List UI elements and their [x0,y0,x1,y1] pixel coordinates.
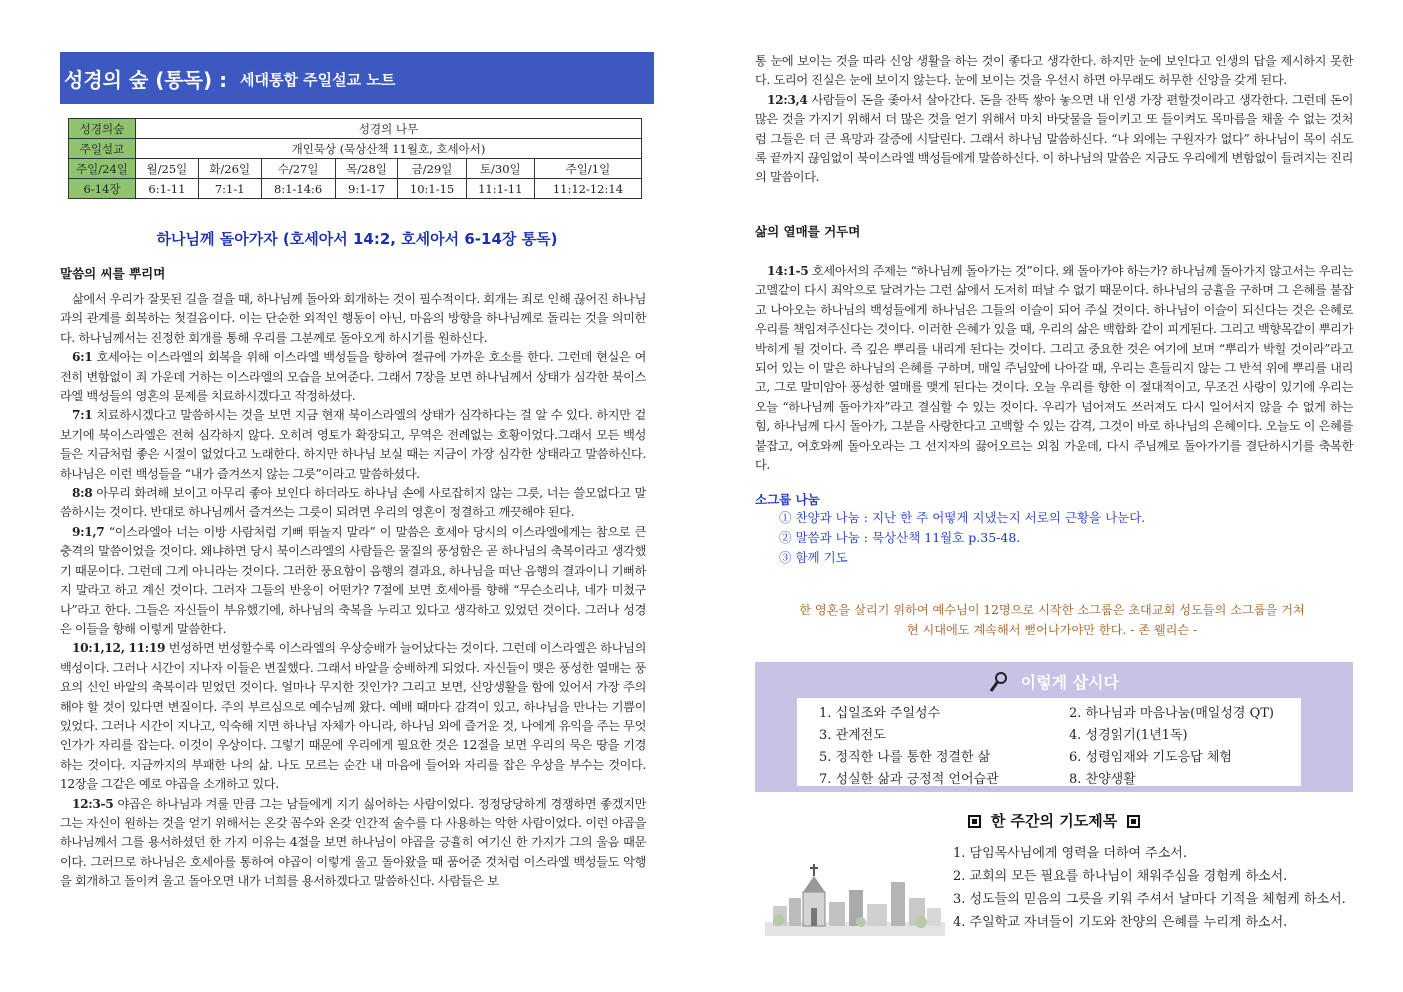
paragraph: 14:1-5 호세아서의 주제는 “하나님께 돌아가는 것”이다. 왜 돌아가야 하는가? 하나님께 돌아가지 않고서는 우리는 고멜같이 다시 죄악으로 달려가는 그런 삶에서 도저히 떠날 수 없기 때문이다. 하나님의 긍휼을 구하며 그 은혜를 붙잡고 나아오는 하나님의 백성들에게 하나님은 그들의 이슬이 되어 주실 것이다. 하나님이 이슬이 되신다는 것은 은혜로 우리를 책임져주신다는 것이다. 이러한 은혜가 있을 때, 우리의 삶은 백합화 같이 피게된다. 그리고 백향목같이 뿌리가 박히게 될 것이다. 즉 깊은 뿌리를 내리게 된다는 것이다. 그리고 중요한 것은 여기에 보며 “뿌리가 박힐 것이라”라고 되어 있는 이 말은 하나님의 은혜를 구하며, 매일 주님앞에 나아갈 때, 우리는 흔들리지 않는 그 반석 위에 뿌리를 내리고, 그로 말미암아 풍성한 열매를 맺게 된다는 것이다. 오늘 우리를 향한 이 절대적이고, 무조건 사랑이 있기에 우리는 오늘 “하나님께 돌아가자”라고 결심할 수 있는 것이다. 우리가 넘어져도 쓰러져도 다시 일어서지 않을 수 없게 하는 힘, 하나님께 다시 돌아가, 그분을 사랑한다고 고백할 수 있는 감격, 그것이 바로 하나님의 은혜이다. 오늘도 이 은혜를 붙잡고, 여호와께 돌아오라는 그 선지자의 끓어오르는 외침 가운데, 다시 주님께로 돌아가기를 결단하시기를 축복한다. [755,264,1353,473]
schedule-day: 수/27일 [261,159,335,179]
schedule-reading: 6-14장 [69,179,136,199]
schedule-reading: 11:12-12:14 [534,179,641,199]
paragraph: 6:1 호세아는 이스라엘의 회복을 위해 이스라엘 백성들을 향하여 절규에 가까운 호소를 한다. 그런데 현실은 여전히 변함없이 죄 가운데 거하는 이스라엘의 모습을 보여준다. 그래서 7장을 보면 하나님께서 상태가 심각한 북이스라엘 백성들의 영혼의 문제를 치료하시겠다고 작정하셨다. [60,350,646,404]
prayer-item: 1. 담임목사님에게 영력을 더하여 주소서. [953,846,1187,861]
quote-line: 현 시대에도 계속해서 뻗어나가야만 한다. - 존 웰리슨 - [906,623,1198,637]
paragraph: 통 눈에 보이는 것을 따라 신앙 생활을 하는 것이 좋다고 생각한다. 하지만 눈에 보인다고 인생의 답을 제시하지 못한다. 도리어 진실은 눈에 보이지 않는다. 눈에 보이는 것을 우선시 하면 아무래도 허무한 신앙을 갖게 된다. [755,54,1353,88]
schedule-day: 금/29일 [398,159,466,179]
live-item: 6. 성령임재와 기도응답 체험 [1069,750,1232,765]
live-this-way-box [755,662,1353,792]
schedule-day: 주일/24일 [69,159,136,179]
schedule-day: 토/30일 [466,159,534,179]
prayer-item: 4. 주일학교 자녀들이 기도와 찬양의 은혜를 누리게 하소서. [953,915,1288,930]
live-title-row [755,670,1353,697]
header-title: 성경의 숲 (통독) : [64,68,228,92]
schedule-reading: 6:1-11 [136,179,199,199]
schedule-reading: 11:1-11 [466,179,534,199]
magnifier-icon [989,671,1009,697]
sermon-title: 하나님께 돌아가자 (호세아서 14:2, 호세아서 6-14장 통독) [156,230,558,248]
schedule-label: 주일설교 [69,139,136,159]
schedule-days-row [69,159,642,179]
schedule-reading: 8:1-14:6 [261,179,335,199]
live-item: 5. 정직한 나를 통한 정결한 삶 [819,750,991,765]
section-title: 삶의 열매를 거두며 [755,224,861,239]
live-item: 7. 성실한 삶과 긍정적 언어습관 [819,772,999,787]
verse-ref: 8:8 [72,486,93,501]
quote-line: 한 영혼을 살리기 위하여 예수님이 12명으로 시작한 소그룹은 초대교회 성도들의 소그룹을 거쳐 [799,603,1305,617]
schedule-day: 화/26일 [198,159,261,179]
sermon-body [60,290,646,892]
prayer-title: 한 주간의 기도제목 [990,812,1118,830]
sharing-title: 소그룹 나눔 [755,492,820,507]
schedule-readings-row [69,179,642,199]
schedule-day: 주일/1일 [534,159,641,179]
schedule-value: 성경의 나무 [136,119,642,139]
verse-ref: 12:3,4 [767,92,808,107]
paragraph: 12:3,4 사람들이 돈을 좇아서 살아간다. 돈을 잔뜩 쌓아 놓으면 내 인생 가장 편할것이라고 생각한다. 그런데 돈이 많은 것을 가지기 위해서 더 많은 것을 얻기 위해서 마치 바닷물을 들이키고 또 들이켜도 목마름을 채울 수 없는 것처럼 그들은 더 큰 욕망과 갈증에 시달린다. 그래서 하나님 말씀하신다. “나 외에는 구원자가 없다” 하나님이 목이 쉬도록 끝까지 끊임없이 북이스라엘 백성들에게 말씀하신다. 이 하나님의 말씀은 지금도 우리에게 변함없이 들려지는 진리의 말씀이다. [755,92,1353,185]
verse-ref: 10:1,12, 11:19 [72,641,166,656]
sharing-item: ② 말씀과 나눔 : 묵상산책 11월호 p.35-48. [779,530,1021,545]
verse-ref: 14:1-5 [767,264,809,278]
live-item: 4. 성경읽기(1년1독) [1069,728,1188,743]
paragraph: 12:3-5 야곱은 하나님과 겨룰 만큼 그는 남들에게 지기 싫어하는 사람이었다. 정정당당하게 경쟁하면 좋겠지만 그는 자신이 원하는 것을 얻기 위해서는 온갖 꼼수와 온갖 인간적 술수를 다 사용하는 악한 사람이었다. 이런 야곱을 하나님께서 그를 용서하셨던 한 가지 이유는 4절을 보면 하나님이 야곱을 긍휼히 여기신 한 가지가 그의 울음 때문이다. 그러므로 하나님은 호세아를 통하여 야곱이 이렇게 울고 돌아왔을 때 품어준 것처럼 이스라엘 백성들도 악행을 회개하고 돌이켜 울고 돌아오면 내가 너희를 용서하겠다고 말씀하신다. 사람들은 보 [60,796,646,889]
schedule-value: 개인묵상 (묵상산책 11월호, 호세아서) [136,139,642,159]
live-item: 8. 찬양생활 [1069,772,1136,787]
prayer-item: 3. 성도들의 믿음의 그릇을 키워 주셔서 날마다 기적을 체험케 하소서. [953,892,1346,907]
live-item: 1. 십일조와 주일성수 [819,706,941,721]
schedule-day: 월/25일 [136,159,199,179]
verse-ref: 7:1 [72,408,93,423]
verse-ref: 6:1 [72,350,93,365]
paragraph: 10:1,12, 11:19 번성하면 번성할수록 이스라엘의 우상숭배가 늘어났다는 것이다. 그런데 이스라엘은 하나님의 백성이다. 그러나 시간이 지나자 이들은 변질했다. 그래서 바알을 숭배하게 되었다. 자신들이 맺은 풍성한 열매는 풍요의 신인 바알의 축복이라 믿었던 것이다. 얼마나 무지한 짓인가? 그리고 보면, 신앙생활을 함에 있어서 가장 주의해야 할 것이 있다면 변질이다. 주의 부르심으로 예수님께 왔다. 예배 때마다 감격이 있고, 하나님을 만나는 기쁨이 있었다. 그러나 시간이 지나고, 익숙해 지면 하나님 자체가 아니라, 하나님 외에 즐거운 것, 나에게 유익을 주는 무엇인가가 자리를 잡는다. 이것이 우상이다. 그렇기 때문에 우리에게 필요한 것은 12절을 보면 우리의 묵은 땅을 기경하는 것이다. 지금까지의 부패한 나의 삶. 나도 모르는 순간 내 마음에 들어와 자리를 잡은 우상을 부수는 것이다. 12장을 그같은 예로 야곱을 소개하고 있다. [60,641,646,792]
small-group-sharing [755,490,1355,568]
square-bullet-icon [968,815,981,828]
schedule-table [68,118,642,199]
church-city-illustration [765,862,945,938]
prayer-item: 2. 교회의 모든 필요를 하나님이 채워주심을 경험케 하소서. [953,869,1288,884]
live-title: 이렇게 삽시다 [1020,673,1119,692]
paragraph: 9:1,7 “이스라엘아 너는 이방 사람처럼 기뻐 뛰놀지 말라” 이 말씀은 호세아 당시의 이스라엘에게는 참으로 큰 충격의 말씀이었을 것이다. 왜냐하면 당시 북이스라엘의 사람들은 물질의 풍성함은 곧 하나님의 축복이라고 생각했기 때문이다. 그런데 그게 아니라는 것이다. 그러한 풍요함이 음행의 결과요, 하나님을 떠난 음행의 결과이니 기뻐하지 말라고 하고 계신 것이다. 그러자 그들의 반응이 어떤가? 7절에 보면 호세아를 향해 “무슨소리냐, 네가 미쳤구나”라고 한다. 그들은 자신들이 부유했기에, 하나님의 축복을 누리고 있다고 생각하고 있었던 것이다. 그러나 성경은 이들을 향해 이렇게 말씀한다. [60,524,646,636]
schedule-label: 성경의숲 [69,119,136,139]
live-list [797,698,1301,786]
verse-ref: 12:3-5 [72,796,114,811]
prayer-title-row [755,810,1353,831]
verse-ref: 9:1,7 [72,524,105,539]
sermon-body-continued [755,52,1353,188]
quote [755,600,1349,640]
header-subtitle: 세대통합 주일설교 노트 [240,71,396,89]
schedule-reading: 10:1-15 [398,179,466,199]
live-item: 2. 하나님과 마음나눔(매일성경 QT) [1069,706,1274,721]
square-bullet-icon [1127,815,1140,828]
schedule-day: 목/28일 [335,159,398,179]
paragraph: 7:1 치료하시겠다고 말씀하시는 것을 보면 지금 현재 북이스라엘의 상태가 심각하다는 걸 알 수 있다. 하지만 겉보기에 북이스라엘은 전혀 심각하지 않다. 오히려 영토가 확장되고, 무역은 전례없는 호황이었다.그래서 모든 백성들은 지금처럼 좋은 시절이 없었다고 노래한다. 하지만 하나님 보실 때는 지금이 가장 심각한 상태라고 말씀하신다. 하나님은 이런 백성들을 “내가 즐겨쓰지 않는 그릇”이라고 말씀하셨다. [60,408,646,481]
schedule-reading: 7:1-1 [198,179,261,199]
sharing-item: ① 찬양과 나눔 : 지난 한 주 어떻게 지냈는지 서로의 근황을 나눈다. [779,510,1146,525]
paragraph: 8:8 아무리 화려해 보이고 아무리 좋아 보인다 하더라도 하나님 손에 사로잡히지 않는 그릇, 너는 쓸모없다고 말씀하시는 것이다. 반대로 하나님께서 즐겨쓰는 그릇이 되려면 우리의 영혼이 정결하고 깨끗해야 된다. [60,486,646,520]
live-item: 3. 관계전도 [819,728,886,743]
header-banner [60,52,654,104]
paragraph: 삶에서 우리가 잘못된 길을 걸을 때, 하나님께 돌아와 회개하는 것이 필수적이다. 회개는 죄로 인해 끊어진 하나님과의 관계를 회복하는 첫걸음이다. 이는 단순한 외적인 행동이 아닌, 마음의 방향을 하나님께로 돌리는 것을 의미한다. 하나님께서는 진정한 회개를 통해 우리를 그분께로 돌아오게 하시기를 원하신다. [60,292,646,345]
sharing-item: ③ 함께 기도 [779,550,848,565]
application-body [755,262,1353,475]
prayer-list [953,842,1346,934]
section-title: 말씀의 씨를 뿌리며 [60,266,166,281]
schedule-reading: 9:1-17 [335,179,398,199]
